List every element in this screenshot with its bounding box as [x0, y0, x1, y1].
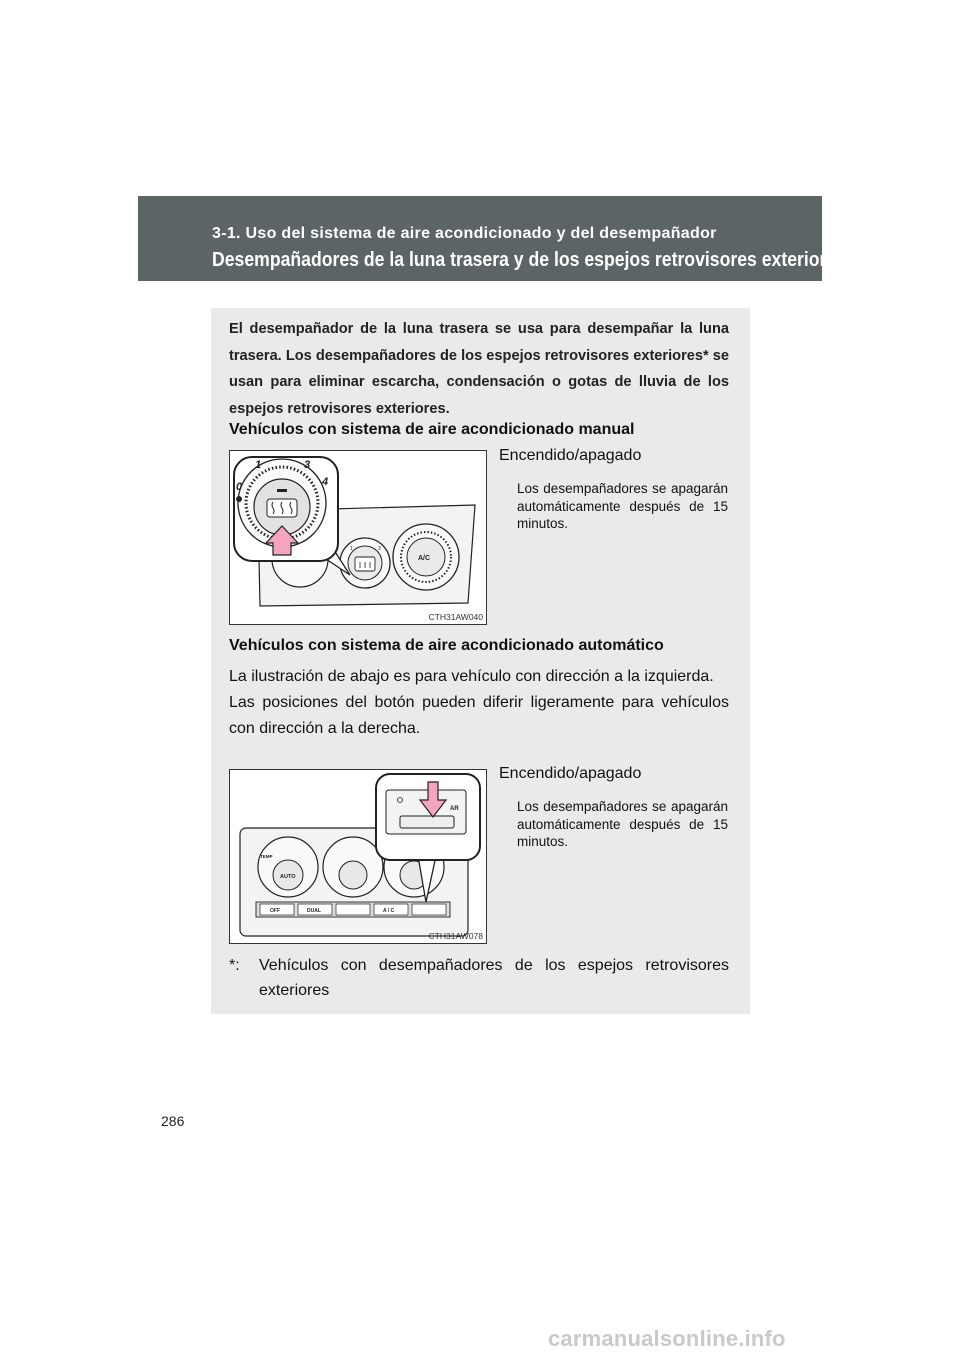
- temp-label: TEMP: [260, 854, 273, 859]
- manual-ac-figure: [229, 450, 487, 625]
- watermark: carmanualsonline.info: [548, 1326, 786, 1351]
- svg-text:3: 3: [378, 546, 381, 552]
- footnote-text: Vehículos con desempañadores de los espejos retrovisores exteriores: [259, 957, 729, 999]
- manual-ac-illustration: [230, 451, 486, 624]
- auto-item-desc: Los desempañadores se apagarán automáticamente después de 15 minutos.: [517, 799, 728, 849]
- manual-item-desc: Los desempañadores se apagarán automáticamente después de 15 minutos.: [517, 481, 728, 531]
- off-label: OFF: [270, 908, 280, 914]
- auto-label: AUTO: [280, 874, 296, 880]
- footnote: [229, 953, 729, 1003]
- ar-label: AR: [450, 806, 459, 812]
- manual-dial-3: 3: [304, 459, 311, 471]
- content-panel: [211, 308, 750, 1014]
- section-header: [138, 196, 847, 281]
- auto-text-line2: Las posiciones del botón pueden diferir ligeramente para vehículos con dirección a la derecha.: [229, 694, 729, 737]
- dual-label: DUAL: [307, 908, 321, 914]
- auto-ac-text: [229, 664, 729, 742]
- figure-code: CTH31AW078: [428, 931, 483, 941]
- auto-ac-figure: [229, 769, 487, 944]
- manual-dial-1: 1: [255, 459, 262, 471]
- auto-item-title: Encendido/apagado: [499, 765, 642, 782]
- manual-dial-0: 0: [236, 481, 243, 493]
- auto-ac-heading: Vehículos con sistema de aire acondicionado automático: [229, 637, 664, 654]
- svg-text:1: 1: [350, 546, 353, 552]
- manual-item-title: Encendido/apagado: [499, 447, 642, 464]
- auto-text-line1: La ilustración de abajo es para vehículo con dirección a la izquierda.: [229, 668, 714, 685]
- section-title: 3-1. Uso del sistema de aire acondicionado y del desempañador: [212, 225, 717, 242]
- manual-ac-label: A/C: [418, 555, 431, 562]
- footnote-mark: *:: [229, 957, 240, 974]
- page-number: 286: [161, 1113, 185, 1129]
- manual-ac-heading: Vehículos con sistema de aire acondicionado manual: [229, 421, 635, 438]
- auto-ac-illustration: [230, 770, 486, 943]
- ac-label: A / C: [383, 908, 395, 914]
- intro-paragraph: El desempañador de la luna trasera se usa para desempañar la luna trasera. Los desempañadores de los espejos retrovisores exteriores* se usan para eliminar escarcha, condensación o gotas de lluvia de los espejos retrovisores exteriores.: [229, 321, 729, 417]
- page-title: Desempañadores de la luna trasera y de los espejos retrovisores exteriores: [212, 248, 847, 271]
- figure-code: CTH31AW040: [428, 612, 483, 622]
- manual-dial-4: 4: [322, 476, 329, 488]
